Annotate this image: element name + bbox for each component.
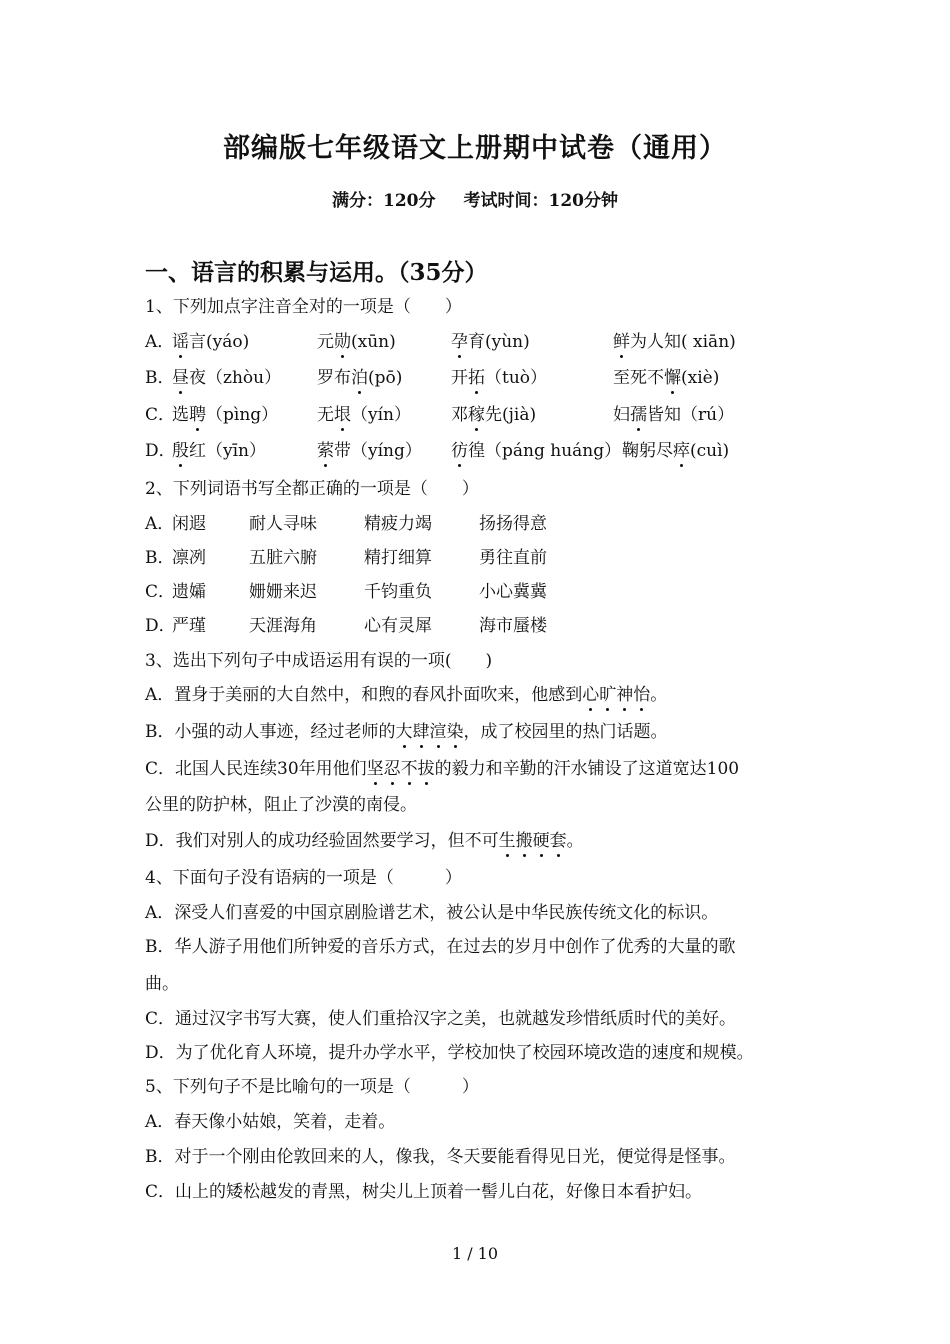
q5-option-b: B．对于一个刚由伦敦回来的人，像我，冬天要能看得见日光，便觉得是怪事。: [145, 1147, 736, 1167]
option-label: B．: [145, 548, 175, 568]
word: 凛冽: [172, 548, 206, 568]
q3-option-d: D．我们对别人的成功经验固然要学习，但不可生搬硬套。: [145, 831, 584, 851]
dotted-phrase: 生搬硬套: [498, 831, 567, 851]
word: 勇往直前: [479, 548, 547, 568]
q5-option-c: C．山上的矮松越发的青黑，树尖儿上顶着一髻儿白花，好像日本看护妇。: [145, 1182, 703, 1202]
dotted-phrase: 大肆渲染: [395, 722, 464, 742]
q3-option-b: B．小强的动人事迹，经过老师的大肆渲染，成了校园里的热门话题。: [145, 722, 668, 742]
option-label: D．: [145, 616, 176, 636]
pinyin-item: 彷徨（páng huáng）: [451, 441, 622, 461]
full-score: 满分：120分: [332, 191, 436, 211]
pinyin-item: 罗布泊(pō): [317, 368, 403, 388]
pinyin-item: 殷红（yīn）: [172, 441, 266, 461]
pinyin-item: 昼夜（zhòu）: [172, 368, 282, 388]
word: 姗姗来迟: [249, 582, 317, 602]
word: 天涯海角: [249, 616, 317, 636]
q3-option-c-cont: 公里的防护林，阻止了沙漠的南侵。: [145, 795, 417, 815]
q4-option-b-cont: 曲。: [145, 974, 179, 994]
word: 耐人寻味: [249, 514, 317, 534]
section-heading: 一、语言的积累与运用。（35分）: [145, 259, 488, 286]
q5-stem: 5、下列句子不是比喻句的一项是（ ）: [145, 1077, 479, 1097]
word: 精打细算: [364, 548, 432, 568]
exam-time: 考试时间：120分钟: [463, 191, 618, 211]
pinyin-item: 元勋(xūn): [317, 332, 396, 352]
word: 心有灵犀: [364, 616, 432, 636]
pinyin-item: 无垠（yín）: [317, 405, 411, 425]
pinyin-item: 至死不懈(xiè): [613, 368, 720, 388]
q4-option-d: D．为了优化育人环境，提升办学水平，学校加快了校园环境改造的速度和规模。: [145, 1043, 754, 1063]
word: 海市蜃楼: [479, 616, 547, 636]
word: 小心冀冀: [479, 582, 547, 602]
option-label: D．: [145, 441, 176, 461]
word: 遗孀: [172, 582, 206, 602]
q3-option-c: C．北国人民连续30年用他们坚忍不拔的毅力和辛勤的汗水铺设了这道宽达100: [145, 759, 740, 779]
option-label: A．: [145, 332, 175, 352]
pinyin-item: 谣言(yáo): [172, 332, 250, 352]
pinyin-item: 鞠躬尽瘁(cuì): [622, 441, 730, 461]
pinyin-item: 开拓（tuò）: [451, 368, 548, 388]
q4-option-a: A．深受人们喜爱的中国京剧脸谱艺术，被公认是中华民族传统文化的标识。: [145, 903, 719, 923]
word: 千钧重负: [364, 582, 432, 602]
dotted-phrase: 心旷神怡: [582, 685, 651, 705]
option-label: C．: [145, 405, 176, 425]
q4-stem: 4、下面句子没有语病的一项是（ ）: [145, 868, 462, 888]
q3-option-a: A．置身于美丽的大自然中，和煦的春风扑面吹来，他感到心旷神怡。: [145, 685, 668, 705]
pinyin-item: 邓稼先(jià): [451, 405, 537, 425]
exam-info: [0, 186, 950, 211]
word: 精疲力竭: [364, 514, 432, 534]
page-number: 1 / 10: [451, 1244, 499, 1263]
word: 严瑾: [172, 616, 206, 636]
word: 扬扬得意: [479, 514, 547, 534]
q5-option-a: A．春天像小姑娘，笑着，走着。: [145, 1112, 396, 1132]
q4-option-c: C．通过汉字书写大赛，使人们重拾汉字之美，也就越发珍惜纸质时代的美好。: [145, 1009, 737, 1029]
pinyin-item: 孕育(yùn): [451, 332, 530, 352]
q4-option-b: B．华人游子用他们所钟爱的音乐方式，在过去的岁月中创作了优秀的大量的歌: [145, 937, 736, 957]
pinyin-item: 妇孺皆知（rú）: [613, 405, 735, 425]
option-label: A．: [145, 514, 175, 534]
pinyin-item: 萦带（yíng）: [317, 441, 422, 461]
q3-stem: 3、选出下列句子中成语运用有误的一项( ): [145, 651, 493, 671]
pinyin-item: 鲜为人知( xiān): [613, 332, 736, 352]
word: 闲遐: [172, 514, 206, 534]
pinyin-item: 选聘（pìng）: [172, 405, 279, 425]
option-label: B．: [145, 368, 175, 388]
word: 五脏六腑: [249, 548, 317, 568]
option-label: C．: [145, 582, 176, 602]
dotted-phrase: 坚忍不拔: [366, 759, 435, 779]
page-title: 部编版七年级语文上册期中试卷（通用）: [223, 133, 727, 164]
q1-stem: 1、下列加点字注音全对的一项是（ ）: [145, 297, 462, 317]
q2-stem: 2、下列词语书写全都正确的一项是（ ）: [145, 479, 479, 499]
